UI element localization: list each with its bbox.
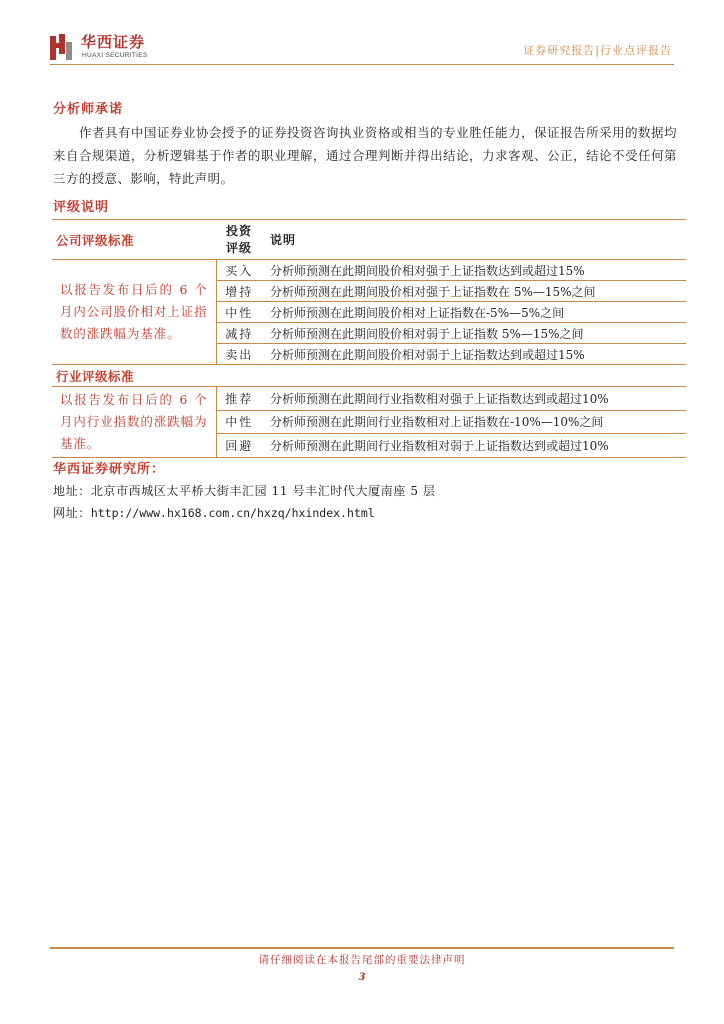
rating-desc: 分析师预测在此期间股价相对弱于上证指数达到或超过15%	[262, 344, 686, 365]
rating-table	[52, 219, 686, 458]
footer-divider	[50, 947, 674, 949]
company-rating-title: 公司评级标准	[52, 220, 216, 260]
rating-desc: 分析师预测在此期间股价相对弱于上证指数 5%—15%之间	[262, 323, 686, 344]
rating-desc: 分析师预测在此期间行业指数相对弱于上证指数达到或超过10%	[262, 434, 686, 458]
report-type: 证券研究报告|行业点评报告	[523, 44, 672, 57]
rating-desc: 分析师预测在此期间股价相对上证指数在-5%—5%之间	[262, 302, 686, 323]
brand-name-en: HUAXI SECURITIES	[82, 52, 148, 59]
analyst-commitment-body: 作者具有中国证券业协会授予的证券投资咨询执业资格或相当的专业胜任能力，保证报告所采用的数据均来自合规渠道，分析逻辑基于作者的职业理解，通过合理判断并得出结论，力求客观、公正，结论不受任何第三方的授意、影响，特此声明。	[53, 125, 677, 186]
header-divider	[50, 64, 674, 65]
rating-level: 卖出	[216, 344, 262, 365]
rating-level: 回避	[216, 434, 262, 458]
address-value: 北京市西城区太平桥大街丰汇园 11 号丰汇时代大厦南座 5 层	[90, 484, 436, 498]
website-label: 网址：	[53, 506, 91, 520]
company-rating-desc: 以报告发布日后的 6 个月内公司股价相对上证指数的涨跌幅为基准。	[52, 260, 216, 365]
page-number: 3	[358, 972, 366, 983]
rating-desc: 分析师预测在此期间股价相对强于上证指数达到或超过15%	[262, 260, 686, 281]
brand-name-cn: 华西证券	[81, 33, 146, 51]
rating-level: 买入	[216, 260, 262, 281]
website-link[interactable]: http://www.hx168.com.cn/hxzq/hxindex.html	[90, 506, 375, 520]
footer-disclaimer: 请仔细阅读在本报告尾部的重要法律声明	[258, 954, 466, 966]
analyst-commitment-title: 分析师承诺	[53, 102, 124, 117]
rating-desc: 分析师预测在此期间行业指数相对上证指数在-10%—10%之间	[262, 410, 686, 434]
rating-desc: 分析师预测在此期间股价相对强于上证指数在 5%—15%之间	[262, 281, 686, 302]
header-rating: 投资评级	[216, 220, 262, 260]
rating-level: 推荐	[216, 387, 262, 411]
industry-rating-title: 行业评级标准	[52, 365, 216, 387]
institute-title: 华西证券研究所：	[53, 462, 166, 477]
industry-rating-desc: 以报告发布日后的 6 个月内行业指数的涨跌幅为基准。	[52, 387, 216, 458]
header-desc: 说明	[262, 220, 686, 260]
rating-level: 增持	[216, 281, 262, 302]
rating-level: 中性	[216, 410, 262, 434]
rating-level: 减持	[216, 323, 262, 344]
institute-website	[53, 504, 375, 521]
institute-address	[53, 482, 436, 499]
address-label: 地址：	[53, 484, 91, 498]
rating-level: 中性	[216, 302, 262, 323]
rating-title: 评级说明	[53, 200, 110, 215]
huaxi-logo-icon	[50, 34, 72, 60]
rating-desc: 分析师预测在此期间行业指数相对强于上证指数达到或超过10%	[270, 391, 609, 406]
